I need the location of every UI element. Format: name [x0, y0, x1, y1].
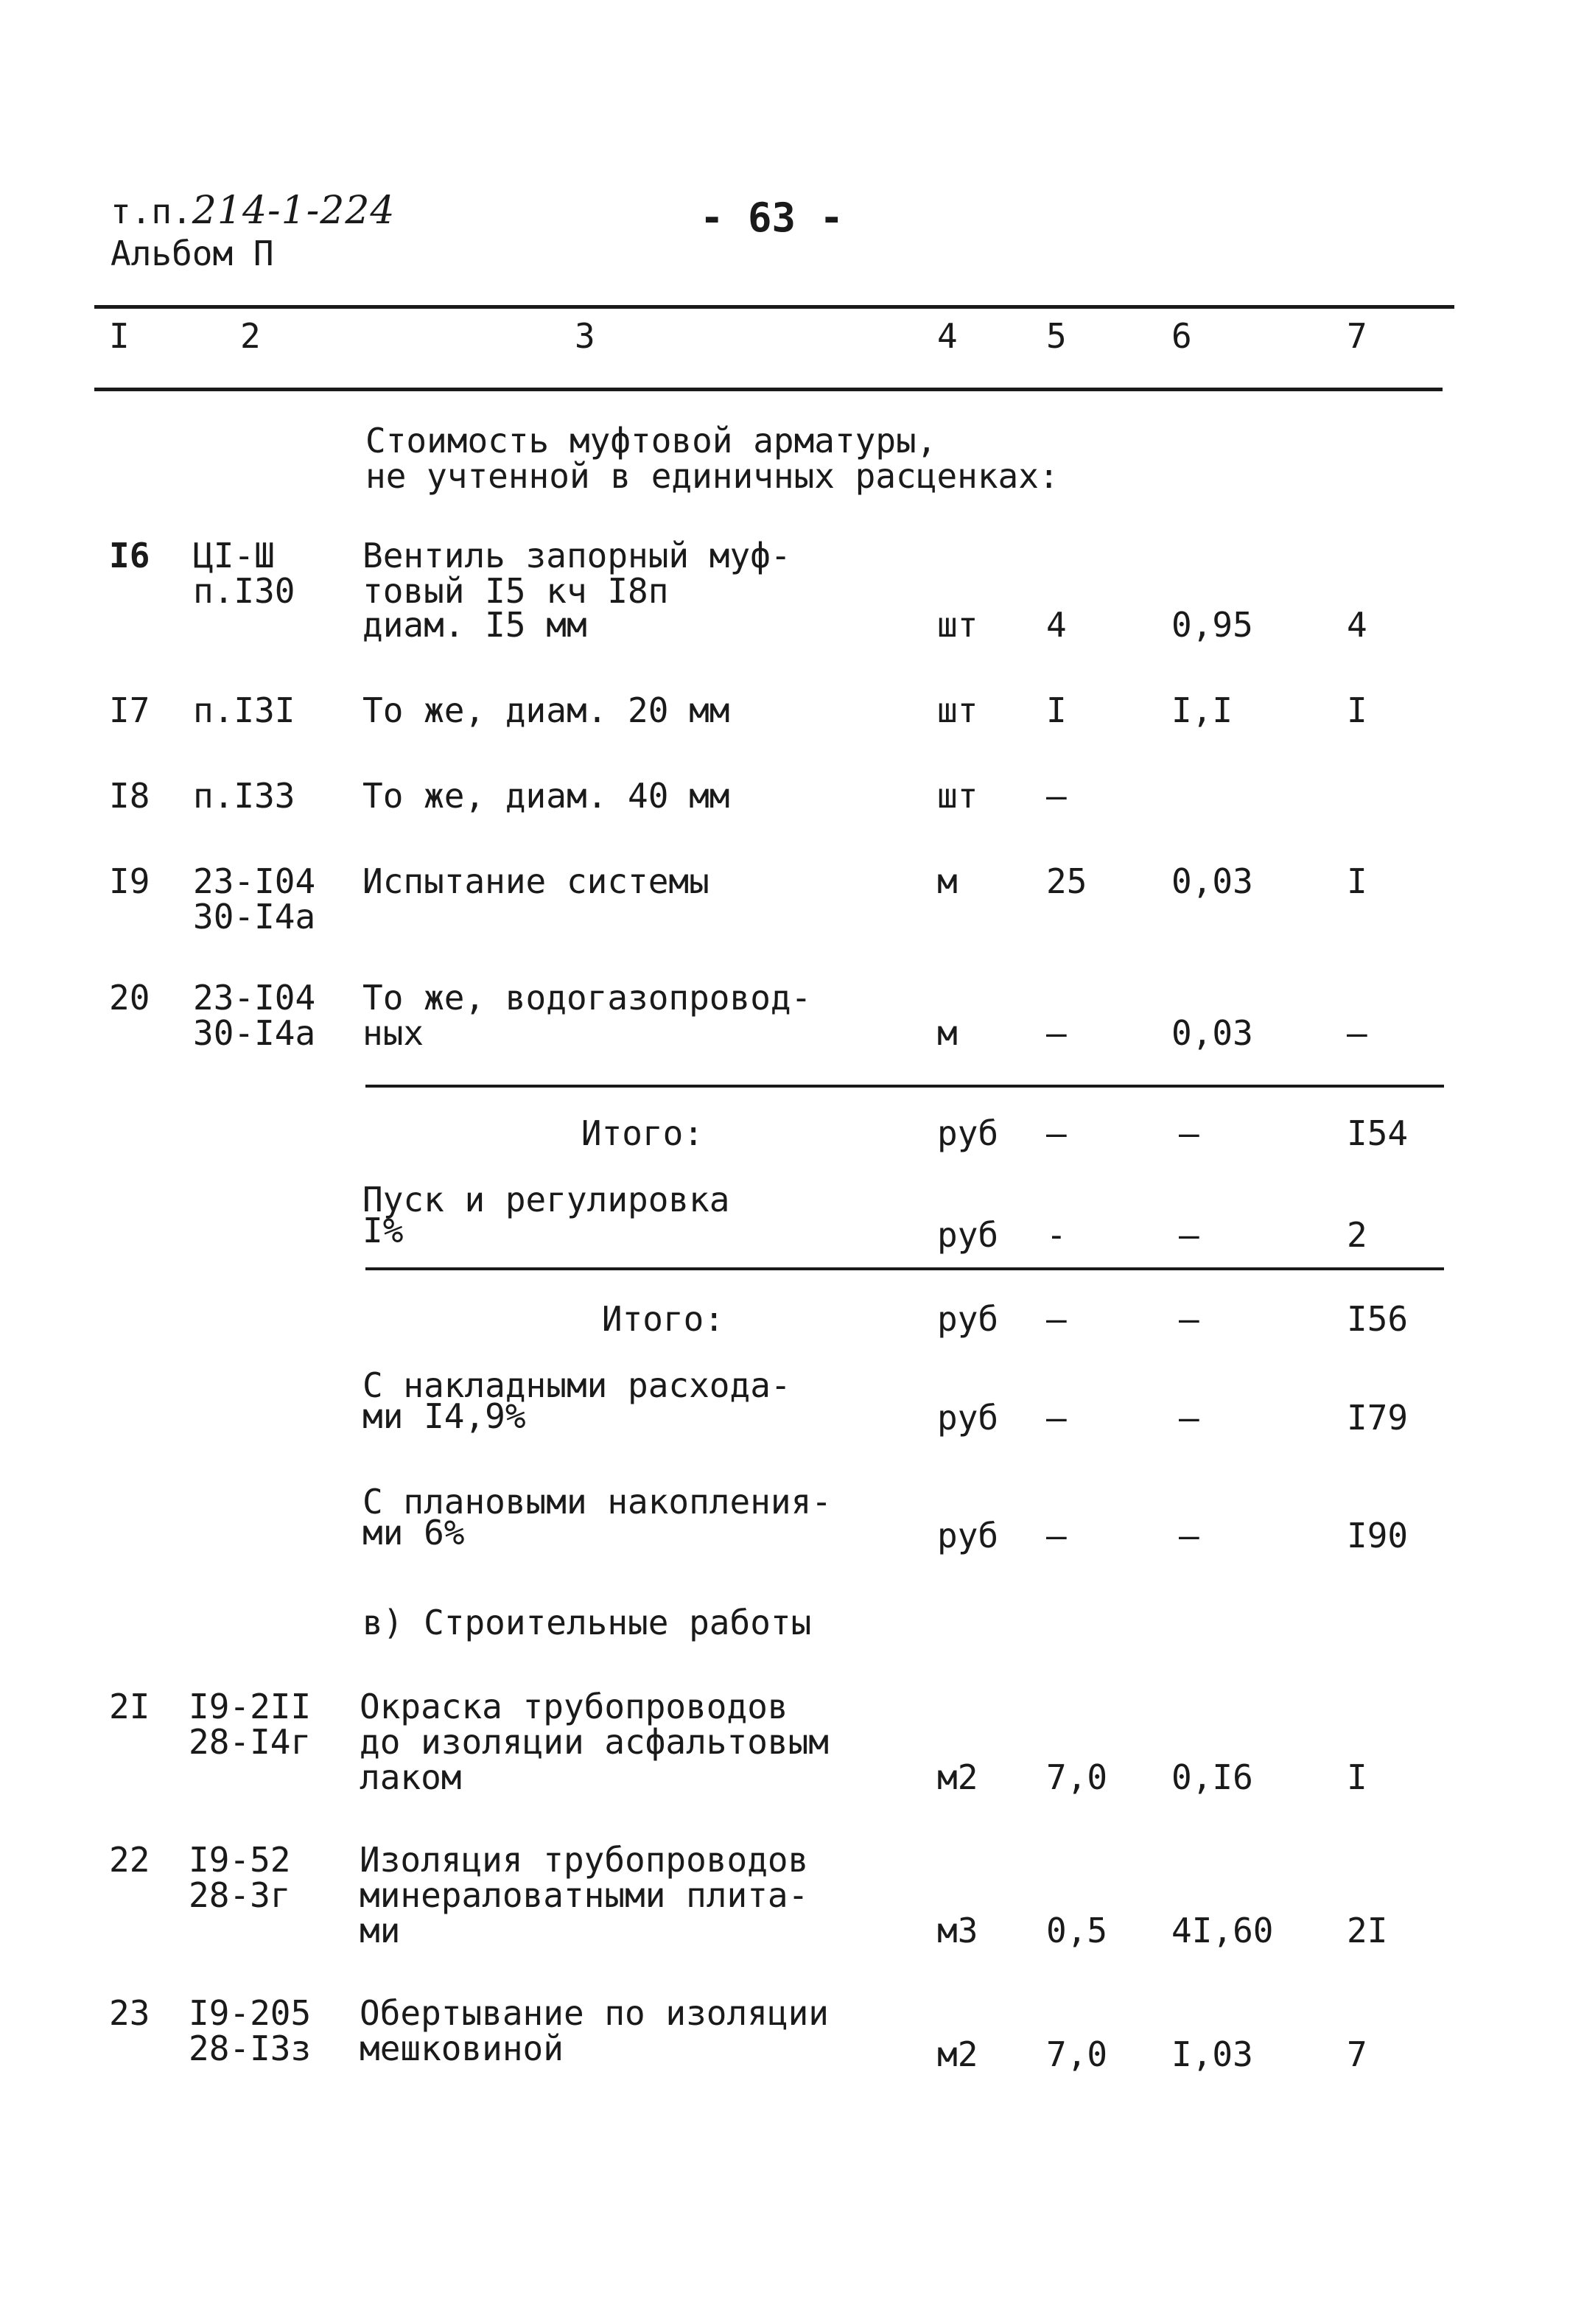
row-unit: м2 [937, 1757, 978, 1797]
album-label: Альбом П [111, 234, 274, 273]
row-quantity: – [1046, 1013, 1067, 1053]
column-header-3: 3 [575, 316, 595, 356]
total-label: Итого: [601, 1299, 725, 1339]
row-code-line-2: 30-I4а [193, 897, 316, 937]
column-header-1: I [109, 316, 130, 356]
column-header-2: 2 [240, 316, 261, 356]
total-label-line-2: ми 6% [362, 1513, 465, 1553]
row-total: 4 [1347, 605, 1367, 645]
row-unit: шт [937, 776, 978, 816]
subtotal-rule [365, 1267, 1444, 1270]
row-unit-price: 0,03 [1171, 861, 1253, 901]
row-unit: шт [937, 690, 978, 730]
total-quantity: – [1046, 1299, 1067, 1339]
row-name-line-1: То же, водогазопровод- [362, 978, 812, 1018]
total-label-line-1: С накладными расхода- [362, 1365, 791, 1405]
row-code-line-1: I9-52 [189, 1840, 291, 1880]
total-unit-price: – [1179, 1299, 1199, 1339]
page-number: - 63 - [700, 195, 844, 241]
row-name-line-2: мешковиной [360, 2029, 564, 2068]
row-name-line-1: Вентиль запорный муф- [362, 536, 791, 575]
table-top-rule [94, 305, 1454, 309]
row-unit-price: 0,03 [1171, 1013, 1253, 1053]
total-value: I79 [1347, 1398, 1409, 1438]
total-value: I56 [1347, 1299, 1409, 1339]
row-name-line-2: до изоляции асфальтовым [360, 1722, 829, 1762]
row-total: 7 [1347, 2034, 1367, 2074]
row-total: 2I [1347, 1911, 1388, 1950]
row-name-line-1: Обертывание по изоляции [360, 1993, 829, 2033]
row-number: 2I [109, 1687, 150, 1726]
row-unit: м3 [937, 1911, 978, 1950]
row-quantity: 0,5 [1046, 1911, 1108, 1950]
total-unit: руб [937, 1215, 999, 1255]
row-number: I8 [109, 776, 150, 816]
row-quantity: 7,0 [1046, 2034, 1108, 2074]
total-value: 2 [1347, 1215, 1367, 1255]
total-label-line-1: С плановыми накопления- [362, 1482, 832, 1522]
total-unit: руб [937, 1516, 999, 1555]
row-code-line-2: 28-3г [189, 1875, 291, 1915]
total-quantity: - [1046, 1215, 1067, 1255]
row-number: I9 [109, 861, 150, 901]
row-code-line-2: п.I30 [193, 571, 295, 611]
total-label: Итого: [581, 1113, 704, 1153]
section-b-heading: в) Строительные работы [362, 1603, 812, 1642]
total-unit-price: – [1179, 1516, 1199, 1555]
row-unit-price: 0,95 [1171, 605, 1253, 645]
row-total: I [1347, 690, 1367, 730]
row-code-line-1: п.I3I [193, 690, 295, 730]
row-unit: шт [937, 605, 978, 645]
row-quantity: 4 [1046, 605, 1067, 645]
total-quantity: – [1046, 1398, 1067, 1438]
row-code-line-2: 28-I4г [189, 1722, 312, 1762]
total-label-line-1: Пуск и регулировка [362, 1180, 730, 1219]
row-code-line-1: п.I33 [193, 776, 295, 816]
row-name-line-2: минераловатными плита- [360, 1875, 809, 1915]
row-number: 20 [109, 978, 150, 1018]
total-quantity: – [1046, 1113, 1067, 1153]
column-header-6: 6 [1171, 316, 1192, 356]
row-total: I [1347, 861, 1367, 901]
row-unit: м [937, 1013, 958, 1053]
row-unit: м [937, 861, 958, 901]
total-unit-price: – [1179, 1113, 1199, 1153]
row-number: I7 [109, 690, 150, 730]
total-value: I90 [1347, 1516, 1409, 1555]
section-intro-line-1: Стоимость муфтовой арматуры, [365, 421, 937, 461]
row-number: 22 [109, 1840, 150, 1880]
total-unit-price: – [1179, 1215, 1199, 1255]
row-number: I6 [109, 536, 150, 575]
total-unit: руб [937, 1113, 999, 1153]
row-code-line-1: I9-2II [189, 1687, 312, 1726]
row-total: I [1347, 1757, 1367, 1797]
row-code-line-2: 28-I3з [189, 2029, 312, 2068]
row-name-line-3: лаком [360, 1757, 462, 1797]
total-unit-price: – [1179, 1398, 1199, 1438]
row-name-line-2: ных [362, 1013, 424, 1053]
row-name-line-3: ми [360, 1911, 401, 1950]
total-label-line-2: I% [362, 1211, 404, 1250]
subtotal-rule [365, 1085, 1444, 1088]
column-header-7: 7 [1347, 316, 1367, 356]
row-unit-price: I,03 [1171, 2034, 1253, 2074]
row-name-line-1: Окраска трубопроводов [360, 1687, 788, 1726]
row-code-line-1: 23-I04 [193, 861, 316, 901]
row-number: 23 [109, 1993, 150, 2033]
header-bottom-rule [94, 388, 1443, 391]
row-code-line-1: 23-I04 [193, 978, 316, 1018]
row-name-line-1: То же, диам. 40 мм [362, 776, 730, 816]
column-header-5: 5 [1046, 316, 1067, 356]
row-unit-price: 0,I6 [1171, 1757, 1253, 1797]
document-reference [111, 189, 396, 233]
row-unit-price: 4I,60 [1171, 1911, 1274, 1950]
row-code-line-1: ЦI-Ш [193, 536, 275, 575]
row-code-line-2: 30-I4а [193, 1013, 316, 1053]
row-quantity: I [1046, 690, 1067, 730]
reference-prefix: т.п. [111, 192, 192, 231]
row-code-line-1: I9-205 [189, 1993, 312, 2033]
column-header-4: 4 [937, 316, 958, 356]
total-unit: руб [937, 1299, 999, 1339]
row-quantity: 7,0 [1046, 1757, 1108, 1797]
row-total: – [1347, 1013, 1367, 1053]
total-unit: руб [937, 1398, 999, 1438]
total-quantity: – [1046, 1516, 1067, 1555]
row-name-line-1: То же, диам. 20 мм [362, 690, 730, 730]
row-quantity: – [1046, 776, 1067, 816]
row-unit-price: I,I [1171, 690, 1233, 730]
section-intro-line-2: не учтенной в единичных расценках: [365, 456, 1059, 496]
row-name-line-1: Испытание системы [362, 861, 709, 901]
row-name-line-2: товый I5 кч I8п [362, 571, 669, 611]
total-value: I54 [1347, 1113, 1409, 1153]
reference-handwritten-number: 214-1-224 [192, 189, 396, 233]
total-label-line-2: ми I4,9% [362, 1396, 526, 1436]
row-quantity: 25 [1046, 861, 1087, 901]
row-unit: м2 [937, 2034, 978, 2074]
row-name-line-3: диам. I5 мм [362, 605, 587, 645]
row-name-line-1: Изоляция трубопроводов [360, 1840, 809, 1880]
